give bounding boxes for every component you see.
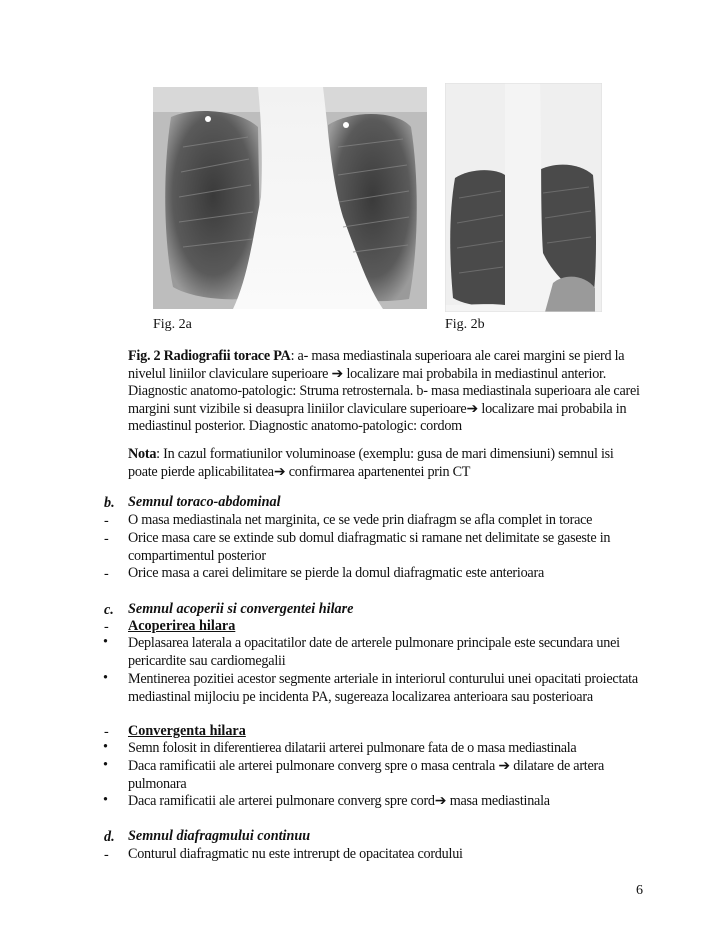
bullet-dot: • <box>103 634 108 650</box>
figure-2b-label: Fig. 2b <box>445 317 485 332</box>
xray-figure-2a <box>153 87 427 309</box>
figure-caption <box>128 348 646 436</box>
section-b-dash-1: - <box>104 513 109 529</box>
section-c-bullet2-2: Daca ramificatii ale arterei pulmonare converg spre o masa centrala ➔ dilatare de artera pulmonara <box>128 758 605 792</box>
bullet-dot: • <box>103 670 108 686</box>
section-d-letter: d. <box>104 829 115 845</box>
section-b-dash-3: - <box>104 566 109 582</box>
section-b-title: Semnul toraco-abdominal <box>128 494 281 510</box>
bullet-dot: • <box>103 757 108 773</box>
figure-2a-label: Fig. 2a <box>153 317 192 332</box>
caption-text: : a- masa mediastinala superioara ale carei margini se pierd la nivelul liniilor claviculare superioare ➔ localizare mai probabila in mediastinul anterior. Diagnostic anatomo-patologic: Struma retrosternala. b- masa mediastinala superioara ale carei margini sunt vizibile si deasupra liniilor claviculare superioare➔ localizare mai probabila in mediastinul posterior. Diagnostic anatomo-patologic: cordom <box>128 348 640 435</box>
section-c-sub1-title: Acoperirea hilara <box>128 618 236 634</box>
section-d-item-1: Conturul diafragmatic nu este intrerupt de opacitatea cordului <box>128 846 463 862</box>
caption-title: Fig. 2 Radiografii torace PA <box>128 348 291 364</box>
bullet-dot: • <box>103 739 108 755</box>
section-c-sub1-dash: - <box>104 619 109 635</box>
section-c-bullet2-3: Daca ramificatii ale arterei pulmonare converg spre cord➔ masa mediastinala <box>128 793 550 809</box>
section-b-dash-2: - <box>104 531 109 547</box>
section-d-dash-1: - <box>104 847 109 863</box>
section-c-bullet1-1: Deplasarea laterala a opacitatilor date de arterele pulmonare principale este secundara unei pericardite sau cardiomegalii <box>128 635 620 669</box>
section-b-letter: b. <box>104 495 115 511</box>
page-number: 6 <box>636 883 643 898</box>
section-c-title: Semnul acoperii si convergentei hilare <box>128 601 354 617</box>
section-c-sub2-dash: - <box>104 724 109 740</box>
section-c-bullet1-2: Mentinerea pozitiei acestor segmente arteriale in interiorul conturului unei opacitati proiectata mediastinal mijlociu pe incidenta PA, sugereaza localizarea anterioara sau posterioara <box>128 671 638 705</box>
section-c-bullet2-1: Semn folosit in diferentierea dilatarii arterei pulmonare fata de o masa mediastinala <box>128 740 577 756</box>
section-b-item-1: O masa mediastinala net marginita, ce se vede prin diafragm se afla complet in torace <box>128 512 593 528</box>
bullet-dot: • <box>103 792 108 808</box>
note-label: Nota <box>128 446 157 462</box>
section-b-item-3: Orice masa a carei delimitare se pierde la domul diafragmatic este anterioara <box>128 565 545 581</box>
section-b-item-2: Orice masa care se extinde sub domul diafragmatic si ramane net delimitate se gaseste in compartimentul posterior <box>128 530 611 564</box>
section-c-letter: c. <box>104 602 114 618</box>
xray-figure-2b <box>445 83 602 312</box>
note-paragraph <box>128 446 646 481</box>
section-c-sub2-title: Convergenta hilara <box>128 723 246 739</box>
note-text: : In cazul formatiunilor voluminoase (exemplu: gusa de mari dimensiuni) semnul isi poate pierde aplicabilitatea➔ confirmarea apartenentei prin CT <box>128 446 614 480</box>
section-d-title: Semnul diafragmului continuu <box>128 828 311 844</box>
